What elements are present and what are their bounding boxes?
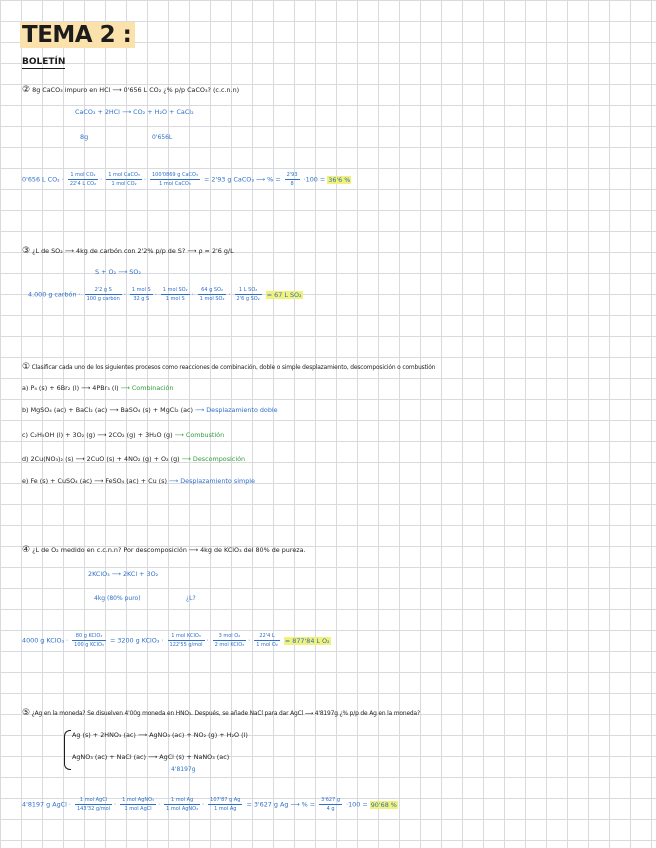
reaction-bracket bbox=[64, 730, 71, 770]
fraction: $\frac{\text{80 g KClO₃}}{\text{100 g KClO₃}}$ bbox=[74, 633, 104, 648]
fraction: $\frac{\text{1 mol Ag}}{\text{1 mol AgNO₃}}$ bbox=[166, 797, 199, 812]
fraction: $\frac{2'93}{8}$ bbox=[286, 172, 298, 187]
fraction: $\frac{\text{1 mol CO₂}}{\text{22'4 L CO₂}}$ bbox=[69, 172, 97, 187]
problem-3-calculation: 4.000 g carbón · $\frac{\text{2'2 g S}}{\text{100 g carbón}}$ · $\frac{\text{1 mol S}}{\text{32 g S}}$ · $\frac{\text{1 mol SO₂}}{\text{1 mol S}}$ · $\frac{\text{64 g SO₂}}{\text{1 mol SO₂}}$ · $\frac{\text{1 L SO₂}}{\text{2'6 g SO₂}}$ = 67 L SO₂ bbox=[28, 287, 302, 302]
fraction: $\frac{\text{1 mol S}}{\text{32 g S}}$ bbox=[131, 287, 151, 302]
fraction: $\frac{\text{1 mol CaCO₃}}{\text{1 mol CO₂}}$ bbox=[108, 172, 140, 187]
fraction: $\frac{\text{1 L SO₂}}{\text{2'6 g SO₂}}$ bbox=[236, 287, 260, 302]
fraction: $\frac{\text{2'2 g S}}{\text{100 g carbón}}$ bbox=[86, 287, 120, 302]
problem-1-item-c: c) C₂H₅OH (l) + 3O₂ (g) ⟶ 2CO₂ (g) + 3H₂O (g) ⟶ Combustión bbox=[22, 431, 225, 439]
problem-5-reaction-2: AgNO₃ (ac) + NaCl (ac) ⟶ AgCl (s) + NaNO₃ (ac) bbox=[72, 753, 230, 761]
fraction: $\frac{\text{107'87 g Ag}}{\text{1 mol Ag}}$ bbox=[210, 797, 241, 812]
problem-2-calculation: 0'656 L CO₂ · $\frac{\text{1 mol CO₂}}{\text{22'4 L CO₂}}$ · $\frac{\text{1 mol CaCO₃}}{\text{1 mol CO₂}}$ · $\frac{\text{100'0869 g CaCO₃}}{\text{1 mol CaCO₃}}$ = 2'93 g CaCO₃ ⟶ % = $\frac{2'93}{8}$ ·100 = 36'6 % bbox=[22, 172, 351, 187]
answer-highlight: = 67 L SO₂ bbox=[266, 290, 302, 299]
fraction: $\frac{\text{100'0869 g CaCO₃}}{\text{1 mol CaCO₃}}$ bbox=[151, 172, 198, 187]
fraction: $\frac{\text{1 mol AgNO₃}}{\text{1 mol AgCl}}$ bbox=[122, 797, 155, 812]
answer-highlight: 90'68 % bbox=[370, 800, 397, 809]
answer-highlight: = 877'84 L O₂ bbox=[284, 636, 330, 645]
problem-2-given-right: 0'656L bbox=[152, 134, 173, 141]
problem-1-question: ① Clasificar cada uno de los siguientes procesos como reacciones de combinación, doble o simple desplazamiento, descomposición o combustión bbox=[22, 362, 436, 372]
problem-5-question: ⑤ ¿Ag en la moneda? Se disuelven 4'00g moneda en HNO₃. Después, se añade NaCl para dar AgCl ⟶ 4'8197g ¿% p/p de Ag en la moneda? bbox=[22, 708, 420, 718]
problem-1-item-a: a) P₄ (s) + 6Br₂ (l) ⟶ 4PBr₃ (l) ⟶ Combinación bbox=[22, 384, 174, 392]
fraction: $\frac{\text{1 mol KClO₃}}{\text{122'55 g/mol}}$ bbox=[169, 633, 203, 648]
problem-4-given-left: 4kg (80% puro) bbox=[94, 595, 141, 602]
problem-2-reaction: CaCO₃ + 2HCl ⟶ CO₂ + H₂O + CaCl₂ bbox=[75, 108, 194, 116]
problem-5-calculation: 4'8197 g AgCl · $\frac{\text{1 mol AgCl}}{\text{143'32 g/mol}}$ · $\frac{\text{1 mol AgNO₃}}{\text{1 mol AgCl}}$ · $\frac{\text{1 mol Ag}}{\text{1 mol AgNO₃}}$ · $\frac{\text{107'87 g Ag}}{\text{1 mol Ag}}$ = 3'627 g Ag ⟶ % = $\frac{3'627 g}{4 g}$ ·100 = 90'68 % bbox=[22, 797, 397, 812]
answer-highlight: 36'6 % bbox=[328, 175, 351, 184]
problem-2-question: ② 8g CaCO₃ impuro en HCl ⟶ 0'656 L CO₂ ¿% p/p CaCO₃? (c.c.n.n) bbox=[22, 85, 240, 95]
problem-4-given-right: ¿L? bbox=[186, 595, 196, 602]
fraction: $\frac{\text{64 g SO₂}}{\text{1 mol SO₂}}$ bbox=[199, 287, 225, 302]
fraction: $\frac{\text{1 mol AgCl}}{\text{143'32 g/mol}}$ bbox=[76, 797, 111, 812]
problem-4-calculation: 4000 g KClO₃ · $\frac{\text{80 g KClO₃}}{\text{100 g KClO₃}}$ = 3200 g KClO₃ · $\frac{\text{1 mol KClO₃}}{\text{122'55 g/mol}}$ · $\frac{\text{3 mol O₂}}{\text{2 mol KClO₃}}$ · $\frac{22'4 L}{\text{1 mol O₂}}$ = 877'84 L O₂ bbox=[22, 633, 330, 648]
problem-4-reaction: 2KClO₃ ⟶ 2KCl + 3O₂ bbox=[88, 570, 159, 578]
problem-1-item-d: d) 2Cu(NO₃)₂ (s) ⟶ 2CuO (s) + 4NO₂ (g) + O₂ (g) ⟶ Descomposición bbox=[22, 455, 246, 463]
problem-5-mass-below: 4'8197g bbox=[171, 766, 196, 773]
problem-5-reaction-1: Ag (s) + 2HNO₃ (ac) ⟶ AgNO₃ (ac) + NO₂ (g) + H₂O (l) bbox=[72, 731, 248, 739]
fraction: $\frac{\text{1 mol SO₂}}{\text{1 mol S}}$ bbox=[162, 287, 188, 302]
problem-3-question: ③ ¿L de SO₂ ⟶ 4kg de carbón con 2'2% p/p de S? ⟶ ρ = 2'6 g/L bbox=[22, 246, 234, 256]
page-title: TEMA 2 : bbox=[20, 22, 135, 48]
fraction: $\frac{\text{3 mol O₂}}{\text{2 mol KClO₃}}$ bbox=[214, 633, 245, 648]
fraction: $\frac{22'4 L}{\text{1 mol O₂}}$ bbox=[256, 633, 278, 648]
problem-4-question: ④ ¿L de O₂ medido en c.c.n.n? Por descomposición ⟶ 4kg de KClO₃ del 80% de pureza. bbox=[22, 545, 306, 555]
problem-1-item-b: b) MgSO₄ (ac) + BaCl₂ (ac) ⟶ BaSO₄ (s) + MgCl₂ (ac) ⟶ Desplazamiento doble bbox=[22, 406, 278, 414]
problem-2-given-left: 8g bbox=[80, 133, 89, 141]
problem-3-reaction: S + O₂ ⟶ SO₂ bbox=[95, 268, 141, 276]
fraction: $\frac{3'627 g}{4 g}$ bbox=[321, 797, 341, 812]
problem-1-item-e: e) Fe (s) + CuSO₄ (ac) ⟶ FeSO₄ (ac) + Cu (s) ⟶ Desplazamiento simple bbox=[22, 477, 255, 485]
subtitle: BOLETÍN bbox=[22, 57, 66, 67]
